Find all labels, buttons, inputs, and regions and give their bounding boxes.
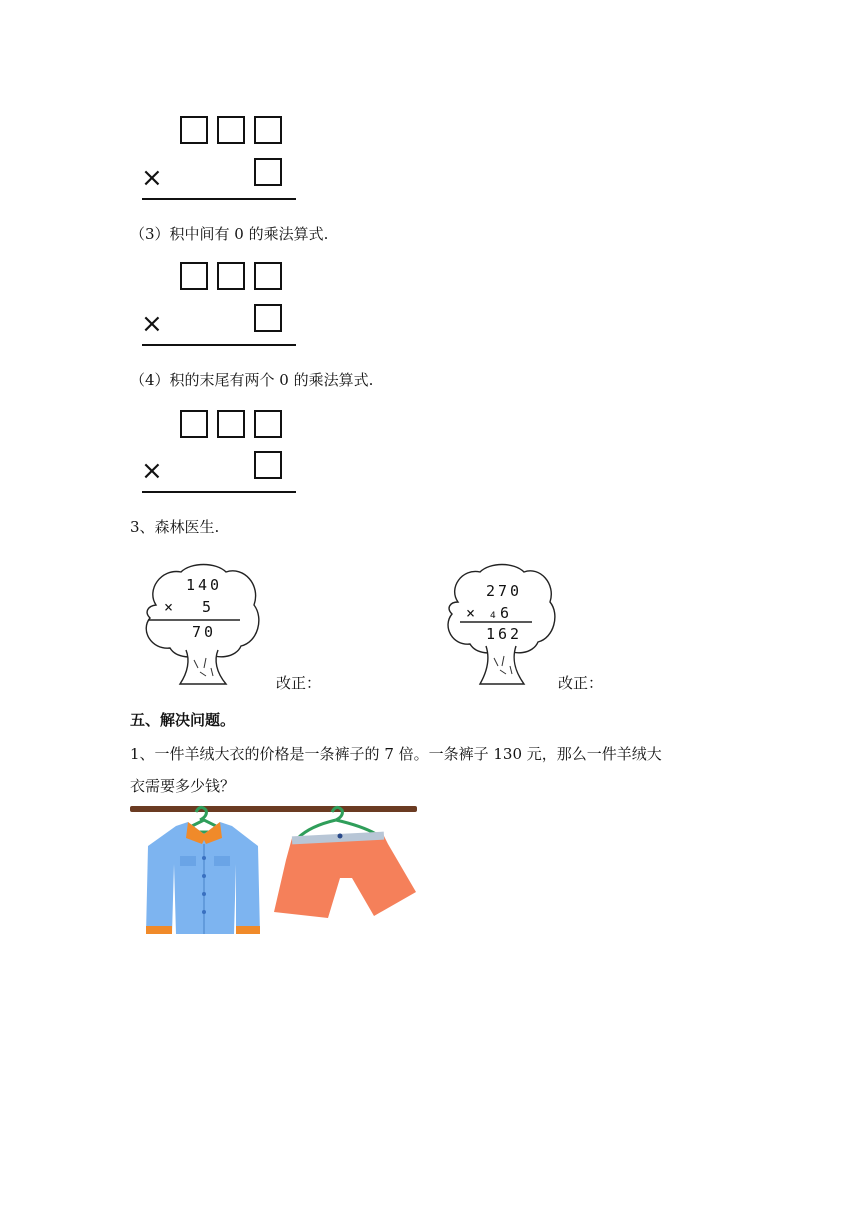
digit-box[interactable] <box>254 410 282 438</box>
tree-card-2 <box>440 562 570 692</box>
clothing-illustration <box>130 800 420 940</box>
underline <box>142 344 296 346</box>
digit-box[interactable] <box>254 262 282 290</box>
section-3-title: 3、森林医生. <box>130 518 220 536</box>
digit-box[interactable] <box>217 262 245 290</box>
digit-box[interactable] <box>180 116 208 144</box>
tree-1-top: 140 <box>186 576 223 594</box>
digit-box[interactable] <box>254 116 282 144</box>
tree-1-correction-label: 改正： <box>276 674 322 692</box>
question-1-line-1: 1、一件羊绒大衣的价格是一条裤子的 7 倍。一条裤子 130 元，那么一件羊绒大 <box>130 745 662 763</box>
tree-1-result: 70 <box>192 623 217 641</box>
tree-2-result: 162 <box>486 625 523 643</box>
times-sign: × <box>141 456 163 486</box>
digit-box[interactable] <box>217 116 245 144</box>
digit-box[interactable] <box>180 262 208 290</box>
tree-card-1 <box>136 560 266 690</box>
digit-box[interactable] <box>180 410 208 438</box>
digit-box[interactable] <box>217 410 245 438</box>
clothes-rack-image <box>130 800 420 940</box>
tree-2-carry: 4 <box>490 611 496 621</box>
tree-1-op: × <box>164 598 177 616</box>
digit-box[interactable] <box>254 451 282 479</box>
tree-2-top: 270 <box>486 582 523 600</box>
tree-1-mul: 5 <box>202 598 215 616</box>
times-sign: × <box>141 309 163 339</box>
question-1-line-2: 衣需要多少钱？ <box>130 777 236 795</box>
underline <box>142 491 296 493</box>
section-5-heading: 五、解决问题。 <box>130 711 236 729</box>
times-sign: × <box>141 163 163 193</box>
tree-2-correction-label: 改正： <box>558 674 604 692</box>
tree-2-op: × <box>466 604 479 622</box>
problem-3-label: （3）积中间有 0 的乘法算式. <box>130 225 329 243</box>
tree-2-mul: 6 <box>500 604 513 622</box>
digit-box[interactable] <box>254 158 282 186</box>
underline <box>142 198 296 200</box>
digit-box[interactable] <box>254 304 282 332</box>
problem-4-label: （4）积的末尾有两个 0 的乘法算式. <box>130 371 374 389</box>
